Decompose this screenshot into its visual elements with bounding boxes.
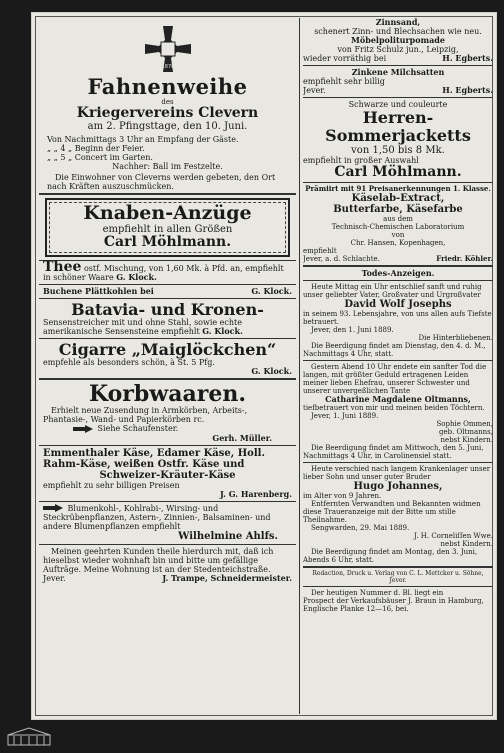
milchsatten-ad [303, 68, 493, 95]
kaeselab-line-2: Butterfarbe, Käsefarbe [333, 204, 463, 215]
herren-title: Herren-Sommerjacketts [325, 108, 471, 145]
zinnsand-line-4: wieder vorräthig bei [303, 54, 387, 63]
korbwaaren-ad [39, 382, 296, 443]
cigarre-firm: G. Klock. [251, 366, 292, 376]
divider [39, 298, 296, 299]
thee-ad [39, 259, 296, 282]
divider [303, 65, 493, 66]
batavia-title: Batavia- und Kronen- [71, 300, 264, 319]
herren-ad [303, 100, 493, 180]
kaeselab-firm: Friedr. Köhler. [436, 254, 493, 263]
herren-pre: Schwarze und couleurte [348, 100, 448, 109]
trampe-ad [39, 547, 296, 583]
program-line-4: Nachher: Ball im Festzelte. [112, 162, 223, 171]
milchsatten-firm: H. Egberts. [442, 85, 493, 95]
kaese-title-2: Rahm-Käse, weißen Ostfr. Käse und [43, 458, 245, 470]
kaeselab-line-1: Prämiirt mit 91 Preisanerkennungen 1. Klasse. [305, 184, 491, 193]
buchene-ad [39, 287, 296, 296]
imprint [303, 570, 493, 613]
blumen-text: Blumenkohl-, Kohlrabi-, Wirsing- und Steckrübenpflanzen, Astern-, Zinnien-, Balsaminen- und andere Blumenpflanzen empfiehlt [43, 503, 271, 531]
divider [303, 280, 493, 281]
divider [39, 544, 296, 545]
todes-a2-name: Catharine Magdalene Oltmanns, [325, 394, 471, 404]
divider [39, 378, 296, 380]
korbwaaren-text: Erhielt neue Zusendung in Armkörben, Arbeits-, Phantasie-, Wand- und Papierkörben rc. [43, 406, 248, 424]
todes-a2-text: tiefbetrauert von mir und meinen beiden Töchtern. [303, 404, 485, 412]
iron-cross-emblem [143, 24, 193, 74]
trampe-firm: J. Trampe, Schneidermeister. [162, 573, 292, 583]
divider [39, 193, 296, 195]
pointing-hand-icon [43, 504, 65, 513]
kaeselab-place: Jever, a. d. Schlachte. [303, 255, 380, 263]
knaben-firm: Carl Möhlmann. [103, 234, 232, 250]
right-column [303, 18, 493, 714]
verein-name: Kriegervereins Clevern [76, 105, 259, 121]
imprint-line-3: Prospect der Verkaufsbäuser J. Braun in Hamburg, [303, 597, 484, 605]
zinnsand-line-3: von Fritz Schulz jun., Leipzig, [337, 45, 459, 54]
divider [303, 182, 493, 183]
kaese-title-3: Schweizer-Kräuter-Käse [99, 469, 236, 481]
iron-cross-icon [143, 24, 193, 74]
todes-a3-date: Sengwarden, 29. Mai 1889. [311, 524, 410, 532]
program-line-1: Von Nachmittags 3 Uhr an Empfang der Gäste. [47, 135, 239, 144]
knaben-ad [45, 198, 290, 257]
divider [303, 97, 493, 98]
zinnsand-ad [303, 18, 493, 63]
archive-logo [6, 727, 52, 747]
kaeselab-line-6: Chr. Hansen, Kopenhagen, [350, 239, 446, 247]
milchsatten-place: Jever. [303, 86, 326, 95]
divider [39, 501, 296, 502]
kaese-firm: J. G. Harenberg. [220, 488, 292, 499]
divider [39, 338, 296, 339]
zinnsand-line-1: schenert Zinn- und Blechsachen wie neu. [314, 27, 482, 36]
divider [39, 445, 296, 446]
todes-a2-date: Jever, 1. Juni 1889. [311, 412, 379, 420]
fahnenweihe-date: am 2. Pfingsttage, den 10. Juni. [87, 121, 248, 132]
building-icon [6, 727, 52, 747]
divider [303, 586, 493, 587]
cigarre-title: Cigarre „Maiglöckchen“ [58, 340, 277, 359]
divider [303, 566, 493, 568]
todes-a2-sign-1: Sophie Ommen, [436, 420, 493, 428]
divider [303, 462, 493, 463]
imprint-line-1: Redaction, Druck u. Verlag von C. L. Mettcker u. Söhne, Jever. [312, 570, 484, 584]
todes-a1-date: Jever, den 1. Juni 1889. [311, 326, 394, 334]
trampe-place: Jever. [43, 574, 66, 583]
todes-a3-text: Entfernten Verwandten und Bekannten widmen diese Traueranzeige mit der Bitte um stille Theilnahme. [303, 500, 481, 524]
todes-a3-name: Hugo Johannes, [353, 481, 443, 492]
kaese-ad [39, 448, 296, 499]
todes-a1-burial: Die Beerdigung findet am Dienstag, den 4. d. M., Nachmittags 4 Uhr, statt. [303, 342, 486, 358]
buchene-firm: G. Klock. [251, 286, 292, 296]
todes-a2-sign-3: nebst Kindern. [440, 436, 493, 444]
knaben-line: empfiehlt in allen Größen [102, 224, 233, 235]
herren-price: von 1,50 bis 8 Mk. [351, 145, 445, 156]
milchsatten-line: empfiehlt sehr billig [303, 77, 385, 86]
column-divider [299, 18, 300, 714]
buchene-text: Buchene Plättkohlen bei [43, 286, 154, 296]
todes-a3-sign-2: nebst Kindern. [440, 540, 493, 548]
program-line-2: „ „ 4 „ Beginn der Feier. [47, 144, 145, 153]
divider [39, 284, 296, 285]
newspaper-page [31, 12, 497, 720]
cross-year: 1870 [161, 64, 174, 70]
imprint-line-4: Englische Planke 12—16, bei. [303, 605, 409, 613]
kaese-title-1: Emmenthaler Käse, Edamer Käse, Holl. [43, 447, 265, 459]
thee-text: ostf. Mischung, von 1,60 Mk. à Pfd. an, empfiehlt in schöner Waare [43, 264, 284, 282]
blumen-firm: Wilhelmine Ahlfs. [178, 531, 278, 542]
todes-a2-sign-2: geb. Oltmanns, [439, 428, 493, 436]
kaeselab-line-4: Technisch-Chemischen Laboratorium [331, 223, 465, 231]
todes-a1: Heute Mittag ein Uhr entschlief sanft und ruhig unser geliebter Vater, Großvater und Urgroßvater [303, 283, 482, 299]
kaeselab-line-3: aus dem [383, 215, 413, 223]
korbwaaren-see: Siehe Schaufenster. [97, 424, 179, 433]
cigarre-ad [39, 341, 296, 376]
thee-title: Thee [43, 259, 82, 275]
todes-a1-name: David Wolf Josephs [344, 299, 452, 310]
todes-a2-burial: Die Beerdigung findet am Mittwoch, den 5. Juni, Nachmittags 4 Uhr, in Carolinensiel statt. [303, 444, 484, 460]
divider [303, 360, 493, 361]
kaeselab-line-7: empfiehlt [303, 247, 337, 255]
knaben-title: Knaben-Anzüge [83, 202, 252, 224]
batavia-ad [39, 301, 296, 336]
todes-a1-sign: Die Hinterbliebenen. [418, 334, 493, 342]
todes-header: Todes-Anzeigen. [361, 268, 435, 278]
cigarre-text: empfehle als besonders schön, à St. 5 Pfg. [43, 358, 215, 367]
trampe-text: Meinen geehrten Kunden theile hierdurch mit, daß ich hieselbst wieder wohnhaft bin und bitte um gefällige Aufträge. Meine Wohnung ist an der Stedenteichstraße. [43, 547, 274, 574]
todes-a2: Gestern Abend 10 Uhr endete ein sanfter Tod die langen, mit größter Geduld ertragenen Leiden meiner lieben Ehefrau, unserer Schwester und unserer unvergeßlichen Tante [303, 363, 487, 395]
todes-a3: Heute verschied nach langem Krankenlager unser lieber Sohn und unser guter Bruder [303, 465, 491, 481]
herren-line: empfiehlt in großer Auswahl [303, 156, 419, 165]
blumen-ad [39, 504, 296, 543]
milchsatten-title: Zinkene Milchsatten [351, 67, 445, 77]
kaeselab-title: Käselab-Extract, [351, 193, 445, 204]
todes-a3-age: im Alter von 9 Jahren. [303, 492, 382, 500]
kaeselab-line-5: von [391, 231, 405, 239]
kaese-text: empfiehlt zu sehr billigen Preisen [43, 480, 180, 490]
zinnsand-title: Zinnsand, [375, 18, 421, 27]
kaeselab-ad [303, 185, 493, 263]
todes-a3-sign-1: J. H. Corneliſſen Wwe. [414, 532, 493, 540]
pointing-hand-icon [73, 425, 95, 434]
program-line-3: „ „ 5 „ Concert im Garten. [47, 153, 153, 162]
imprint-line-2: Der heutigen Nummer d. Bl. liegt ein [311, 589, 444, 597]
todes-a3-burial: Die Beerdigung findet am Montag, den 3. Juni, Abends 6 Uhr, statt. [303, 548, 478, 564]
herren-firm: Carl Möhlmann. [334, 164, 462, 180]
todes-anzeigen [303, 269, 493, 564]
batavia-text: Sensenstreicher mit und ohne Stahl, sowie echte amerikanische Sensensteine empfiehlt [43, 318, 242, 336]
korbwaaren-title: Korbwaaren. [89, 381, 246, 407]
divider [303, 265, 493, 267]
fahnenweihe-title: Fahnenweihe [87, 74, 248, 99]
zinnsand-line-2: Möbelpoliturpomade [351, 35, 445, 45]
batavia-firm: G. Klock. [202, 326, 243, 336]
todes-a1-text: in seinem 93. Lebensjahre, von uns allen aufs Tiefste betrauert. [303, 310, 492, 326]
left-column [39, 18, 296, 714]
fahnenweihe-des: des [161, 98, 174, 106]
fahnenweihe-note: Die Einwohner von Cleverns werden gebeten, den Ort nach Kräften auszuschmücken. [47, 173, 276, 191]
thee-firm: G. Klock. [116, 272, 157, 282]
korbwaaren-firm: Gerh. Müller. [212, 432, 272, 443]
zinnsand-firm: H. Egberts. [442, 53, 493, 63]
